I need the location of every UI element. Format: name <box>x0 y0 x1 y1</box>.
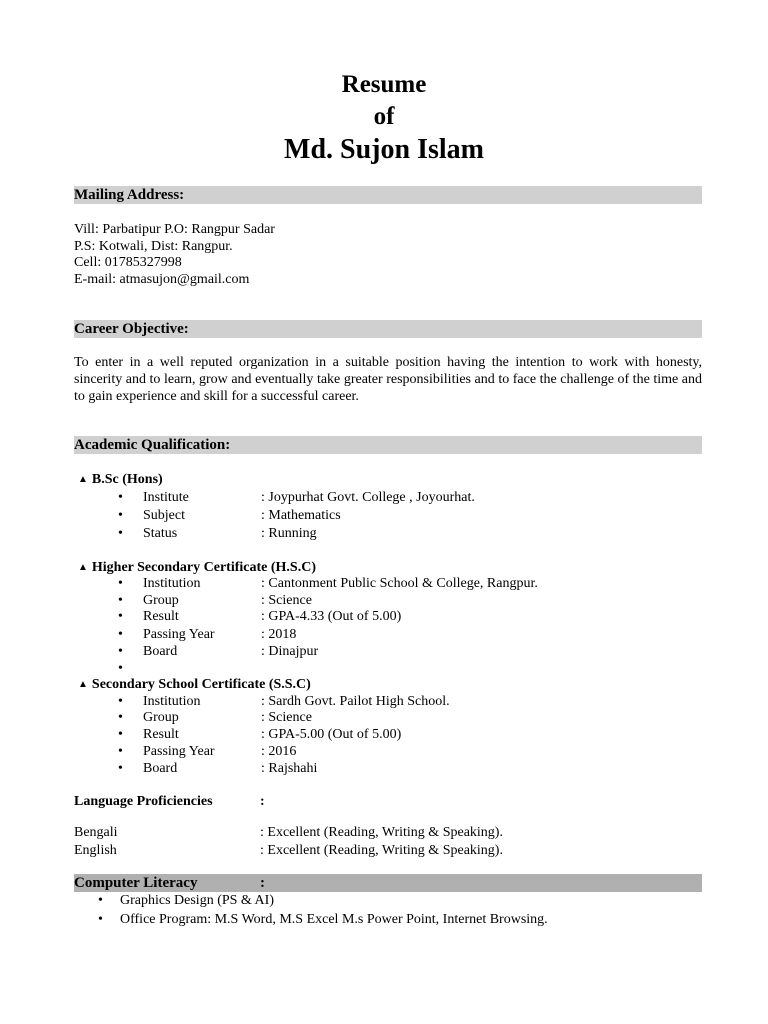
field-label: Subject <box>143 508 185 523</box>
section-title: Language Proficiencies <box>74 794 213 809</box>
bullet-icon: • <box>118 727 123 742</box>
field-value: : Science <box>261 710 312 725</box>
bullet-icon: • <box>118 627 123 642</box>
language-level: : Excellent (Reading, Writing & Speaking). <box>260 825 503 840</box>
field-label: Institution <box>143 694 201 709</box>
bullet-icon: • <box>118 490 123 505</box>
field-label: Group <box>143 710 179 725</box>
field-label: Board <box>143 644 178 659</box>
bullet-icon: • <box>118 644 123 659</box>
field-value: : Dinajpur <box>261 644 319 659</box>
field-label: Passing Year <box>143 744 215 759</box>
degree-title: B.Sc (Hons) <box>91 472 163 487</box>
career-objective-heading: Career Objective: <box>74 320 702 338</box>
field-value: : Cantonment Public School & College, Rangpur. <box>261 576 538 591</box>
language-name: Bengali <box>74 825 118 840</box>
field-label: Institute <box>143 490 189 505</box>
language-level: : Excellent (Reading, Writing & Speaking). <box>260 843 503 858</box>
bullet-icon: • <box>118 661 123 676</box>
bullet-icon: • <box>118 593 123 608</box>
field-value: : 2018 <box>261 627 297 642</box>
skill-text: Graphics Design (PS & AI) <box>120 893 274 908</box>
field-value: : Rajshahi <box>261 761 318 776</box>
resume-title-of: of <box>373 103 395 130</box>
bullet-icon: • <box>118 761 123 776</box>
caret-up-icon: ▲ <box>78 474 88 485</box>
bullet-icon: • <box>118 576 123 591</box>
bullet-icon: • <box>118 694 123 709</box>
bullet-icon: • <box>98 893 103 908</box>
degree-bsc <box>78 471 163 489</box>
caret-up-icon: ▲ <box>78 562 88 573</box>
field-label: Result <box>143 609 179 624</box>
field-value: : Mathematics <box>261 508 341 523</box>
bullet-icon: • <box>118 508 123 523</box>
separator: : <box>260 794 265 809</box>
field-label: Status <box>143 526 178 541</box>
field-label: Group <box>143 593 179 608</box>
degree-title: Secondary School Certificate (S.S.C) <box>91 677 311 692</box>
bullet-icon: • <box>118 609 123 624</box>
bullet-icon: • <box>118 744 123 759</box>
language-heading <box>74 793 265 810</box>
degree-ssc <box>78 676 311 694</box>
phone-line: Cell: 01785327998 <box>74 255 182 270</box>
resume-title: Resume <box>341 71 427 98</box>
email-line: E-mail: atmasujon@gmail.com <box>74 272 250 287</box>
skill-text: Office Program: M.S Word, M.S Excel M.s Power Point, Internet Browsing. <box>120 912 548 927</box>
bullet-icon: • <box>118 526 123 541</box>
field-value: : GPA-5.00 (Out of 5.00) <box>261 727 402 742</box>
field-label: Board <box>143 761 178 776</box>
field-value: : 2016 <box>261 744 297 759</box>
field-label: Institution <box>143 576 201 591</box>
language-row <box>74 824 503 841</box>
language-row <box>74 842 503 859</box>
candidate-name: Md. Sujon Islam <box>284 134 484 165</box>
address-line: Vill: Parbatipur P.O: Rangpur Sadar <box>74 222 275 237</box>
mailing-address-heading: Mailing Address: <box>74 186 702 204</box>
field-value: : GPA-4.33 (Out of 5.00) <box>261 609 402 624</box>
career-objective-text: To enter in a well reputed organization in a suitable position having the intention to work with honesty, sincerity and to learn, grow and eventually take greater responsibilities and to face the challenge of the time and to gain experience and skill for a successful career. <box>74 355 702 404</box>
academic-heading: Academic Qualification: <box>74 436 702 454</box>
bullet-icon: • <box>118 710 123 725</box>
address-line: P.S: Kotwali, Dist: Rangpur. <box>74 239 233 254</box>
field-value: : Science <box>261 593 312 608</box>
caret-up-icon: ▲ <box>78 679 88 690</box>
computer-literacy-heading <box>74 874 702 892</box>
language-name: English <box>74 843 117 858</box>
field-label: Result <box>143 727 179 742</box>
field-value: : Running <box>261 526 317 541</box>
field-label: Passing Year <box>143 627 215 642</box>
field-value: : Sardh Govt. Pailot High School. <box>261 694 450 709</box>
bullet-icon: • <box>98 912 103 927</box>
field-value: : Joypurhat Govt. College , Joyourhat. <box>261 490 475 505</box>
degree-title: Higher Secondary Certificate (H.S.C) <box>91 560 316 575</box>
separator: : <box>260 875 265 891</box>
section-title: Computer Literacy <box>74 875 198 891</box>
